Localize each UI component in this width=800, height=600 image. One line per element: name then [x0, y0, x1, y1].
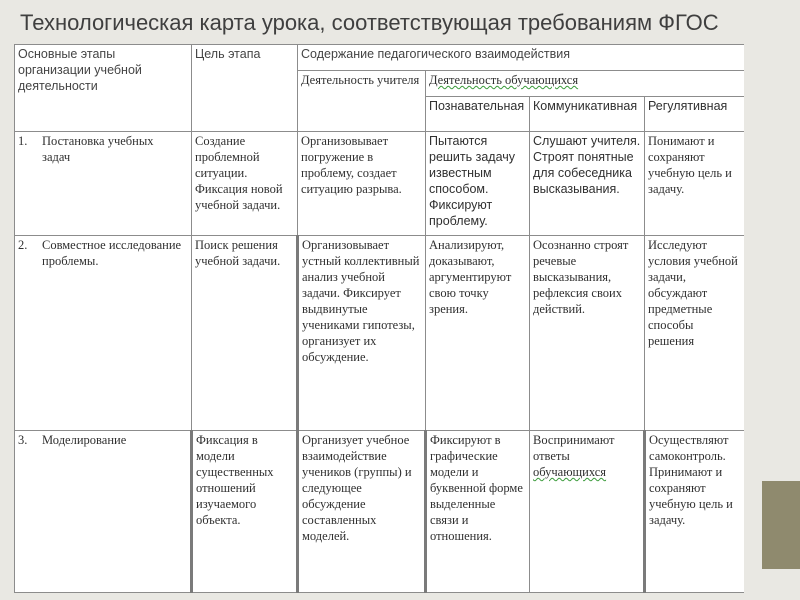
- stage-cell: [15, 132, 192, 236]
- header-regulative: Регулятивная: [645, 97, 745, 132]
- stage-cell: [15, 236, 192, 431]
- table-row: [15, 431, 745, 593]
- table-row: [15, 132, 745, 236]
- goal-cell: Создание проблемной ситуации. Фиксация новой учебной задачи.: [192, 132, 298, 236]
- communicative-text: Воспринимают ответы: [533, 433, 615, 463]
- table-row: [15, 236, 745, 431]
- teacher-cell: Организовывает погружение в проблему, создает ситуацию разрыва.: [298, 132, 426, 236]
- stage-cell: [15, 431, 192, 593]
- header-communicative: Коммуникативная: [530, 97, 645, 132]
- header-students: [426, 71, 745, 97]
- communicative-cell: Осознанно строят речевые высказывания, рефлексия своих действий.: [530, 236, 645, 431]
- cognitive-cell: Фиксируют в графические модели и буквенной форме выделенные связи и отношения.: [426, 431, 530, 593]
- goal-cell: Фиксация в модели существенных отношений изучаемого объекта.: [192, 431, 298, 593]
- header-students-label: Деятельность обучающихся: [429, 73, 579, 87]
- stage-name: Моделирование: [42, 433, 127, 447]
- header-stages: Основные этапы организации учебной деятельности: [15, 45, 192, 132]
- communicative-cell: [530, 431, 645, 593]
- cognitive-cell: Пытаются решить задачу известным способом. Фиксируют проблему.: [426, 132, 530, 236]
- communicative-cell: Слушают учителя. Строят понятные для собеседника высказывания.: [530, 132, 645, 236]
- stage-name: Постановка учебных задач: [42, 134, 154, 164]
- header-cognitive: Познавательная: [426, 97, 530, 132]
- stage-name: Совместное исследование проблемы.: [42, 238, 182, 268]
- header-content: Содержание педагогического взаимодействия: [298, 45, 745, 71]
- stage-number: 1.: [18, 134, 28, 148]
- regulative-cell: Исследуют условия учебной задачи, обсуждают предметные способы решения: [645, 236, 745, 431]
- slide-title: Технологическая карта урока, соответствующая требованиям ФГОС: [20, 10, 719, 35]
- goal-cell: Поиск решения учебной задачи.: [192, 236, 298, 431]
- header-teacher: Деятельность учителя: [298, 71, 426, 132]
- lesson-plan-table: [14, 44, 744, 593]
- table-header-row: [15, 45, 745, 71]
- teacher-cell: Организует учебное взаимодействие учеников (группы) и следующее обсуждение составленных моделей.: [298, 431, 426, 593]
- header-goal: Цель этапа: [192, 45, 298, 132]
- cognitive-cell: Анализируют, доказывают, аргументируют свою точку зрения.: [426, 236, 530, 431]
- regulative-cell: Понимают и сохраняют учебную цель и задачу.: [645, 132, 745, 236]
- document-image: [14, 44, 744, 593]
- regulative-cell: Осуществляют самоконтроль. Принимают и сохраняют учебную цель и задачу.: [645, 431, 745, 593]
- stage-number: 3.: [18, 433, 28, 447]
- communicative-marked-word: обучающихся: [533, 465, 607, 479]
- decorative-bar: [762, 481, 800, 569]
- teacher-cell: Организовывает устный коллективный анализ учебной задачи. Фиксирует выдвинутые учениками гипотезы, организует их обсуждение.: [298, 236, 426, 431]
- stage-number: 2.: [18, 238, 28, 252]
